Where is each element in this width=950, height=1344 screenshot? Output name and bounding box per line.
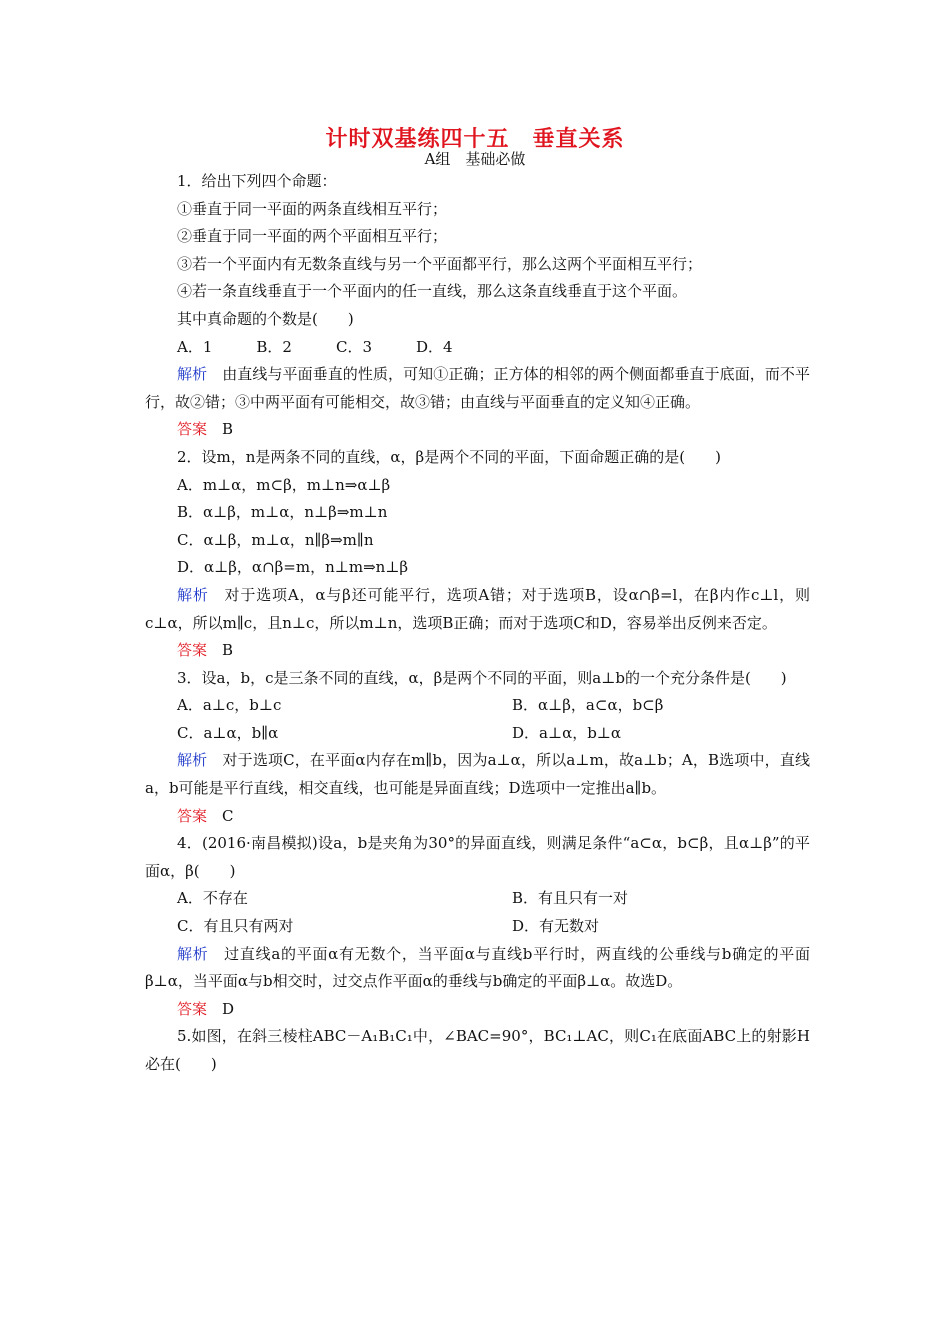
q4-option-c: C．有且只有两对 (177, 917, 294, 936)
q3-option-c: C．a⊥α，b∥α (177, 723, 279, 742)
q2-option-d: D．α⊥β，α∩β=m，n⊥m⇒n⊥β (177, 558, 409, 577)
q3-answer (145, 803, 810, 831)
q1-option-d: D．4 (416, 337, 453, 356)
page-subtitle: A组 基础必做 (424, 150, 526, 168)
q1-answer-text: B (207, 420, 234, 439)
q1-item-3: ③若一个平面内有无数条直线与另一个平面都平行，那么这两个平面相互平行； (177, 254, 703, 273)
q2-answer-text: B (207, 641, 234, 660)
q4-stem: 4．(2016·南昌模拟)设a，b是夹角为30°的异面直线，则满足条件“a⊂α，b⊂β，且α⊥β”的平面α，β( ) (145, 834, 810, 880)
page-title: 计时双基练四十五 垂直关系 (325, 126, 625, 152)
q2-analysis (145, 582, 810, 637)
answer-label: 答案 (177, 641, 208, 660)
q1-options (145, 334, 810, 362)
q4-option-a: A．不存在 (177, 889, 248, 908)
q2-option-b: B．α⊥β，m⊥α，n⊥β⇒m⊥n (177, 503, 388, 522)
analysis-label: 解析 (177, 585, 209, 604)
answer-label: 答案 (177, 806, 208, 825)
q1-item-2: ②垂直于同一平面的两个平面相互平行； (177, 227, 448, 246)
q3-options-row-1 (145, 692, 810, 720)
q4-option-d: D．有无数对 (512, 917, 600, 936)
q1-analysis-text: 由直线与平面垂直的性质，可知①正确；正方体的相邻的两个侧面都垂直于底面，而不平行，故②错；③中两平面有可能相交，故③错；由直线与平面垂直的定义知④正确。 (145, 365, 810, 411)
analysis-label: 解析 (177, 365, 208, 384)
q3-option-a: A．a⊥c，b⊥c (177, 696, 282, 715)
answer-label: 答案 (177, 999, 208, 1018)
q1-option-a: A．1 (177, 337, 213, 356)
analysis-label: 解析 (177, 944, 209, 963)
q2-option-a: A．m⊥α，m⊂β，m⊥n⇒α⊥β (177, 475, 391, 494)
q2-option-c: C．α⊥β，m⊥α，n∥β⇒m∥n (177, 530, 374, 549)
q2-answer (145, 637, 810, 665)
q5-stem: 5.如图，在斜三棱柱ABC－A₁B₁C₁中，∠BAC=90°，BC₁⊥AC，则C₁在底面ABC上的射影H必在( ) (145, 1027, 810, 1073)
question-3 (145, 665, 810, 831)
q3-answer-text: C (207, 806, 234, 825)
q1-item-1: ①垂直于同一平面的两条直线相互平行； (177, 199, 448, 218)
question-5 (145, 1023, 810, 1078)
answer-label: 答案 (177, 420, 208, 439)
q3-option-d: D．a⊥α，b⊥α (512, 723, 622, 742)
q4-answer (145, 996, 810, 1024)
q4-option-b: B．有且只有一对 (512, 889, 629, 908)
q4-analysis (145, 941, 810, 996)
q3-stem: 3．设a，b，c是三条不同的直线，α，β是两个不同的平面，则a⊥b的一个充分条件是( ) (177, 668, 787, 687)
question-list (145, 168, 810, 1079)
q1-item-4: ④若一条直线垂直于一个平面内的任一直线，那么这条直线垂直于这个平面。 (177, 282, 688, 301)
q1-answer (145, 416, 810, 444)
q4-options-row-1 (145, 885, 810, 913)
q1-option-b: B．2 (256, 337, 292, 356)
q1-ask: 其中真命题的个数是( ) (177, 309, 354, 328)
q1-option-c: C．3 (335, 337, 372, 356)
question-1 (145, 168, 810, 444)
q3-option-b: B．α⊥β，a⊂α，b⊂β (512, 696, 664, 715)
q3-analysis-text: 对于选项C，在平面α内存在m∥b，因为a⊥α，所以a⊥m，故a⊥b；A，B选项中，直线a，b可能是平行直线，相交直线，也可能是异面直线；D选项中一定推出a∥b。 (145, 751, 810, 798)
analysis-label: 解析 (177, 751, 208, 770)
q4-analysis-text: 过直线a的平面α有无数个，当平面α与直线b平行时，两直线的公垂线与b确定的平面β⊥α，当平面α与b相交时，过交点作平面α的垂线与b确定的平面β⊥α。故选D。 (145, 944, 810, 991)
q4-answer-text: D (207, 999, 235, 1018)
q4-options-row-2 (145, 913, 810, 941)
q1-stem: 1．给出下列四个命题： (177, 172, 337, 190)
q3-analysis (145, 747, 810, 802)
question-4 (145, 830, 810, 1023)
q3-options-row-2 (145, 720, 810, 748)
q2-stem: 2．设m，n是两条不同的直线，α，β是两个不同的平面，下面命题正确的是( ) (177, 447, 721, 466)
q2-analysis-text: 对于选项A，α与β还可能平行，选项A错；对于选项B，设α∩β=l，在β内作c⊥l，则c⊥α，所以m∥c，且n⊥c，所以m⊥n，选项B正确；而对于选项C和D，容易举出反例来否定。 (145, 585, 810, 632)
q1-analysis (145, 361, 810, 416)
question-2 (145, 444, 810, 665)
